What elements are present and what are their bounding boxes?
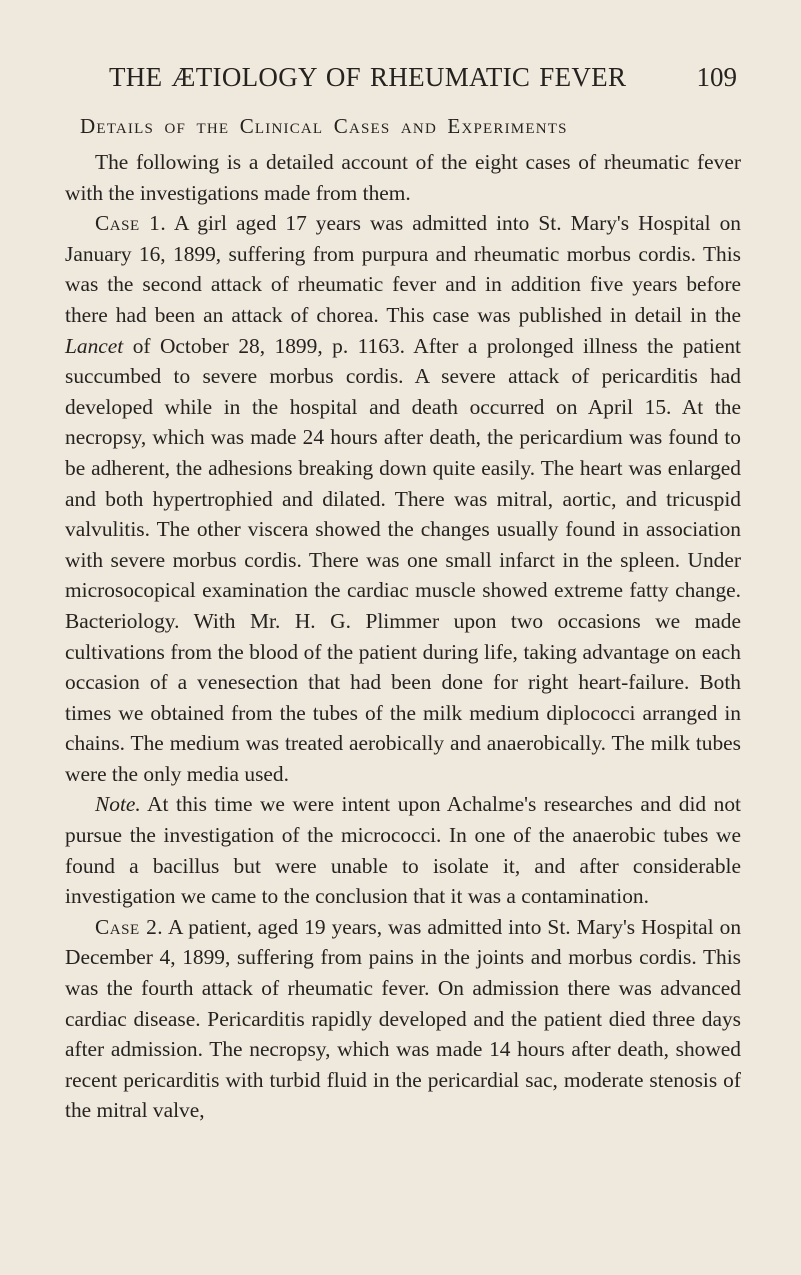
case-1-text-end: of October 28, 1899, p. 1163. After a prolonged illness the patient succumbed to severe morbus cordis. A severe attack of pericarditis had developed while in the hospital and death occurred on April 15. At the necropsy, which was made 24 hours after death, the pericardium was found to be adherent, the adhesions breaking down quite easily. The heart was enlarged and both hypertrophied and dilated. There was mitral, aortic, and tricuspid valvulitis. The other viscera showed the changes usually found in association with severe morbus cordis. There was one small infarct in the spleen. Under microsocopical examination the cardiac muscle showed extreme fatty change. Bacteriology. With Mr. H. G. Plimmer upon two occasions we made cultivations from the blood of the patient during life, taking advantage on each occasion of a venesection that had been done for right heart-failure. Both times we obtained from the tubes of the milk medium diplococci arranged in chains. The medium was treated aerobically and anaerobically. The milk tubes were the only media used. <box>65 333 741 786</box>
note-label: Note. <box>95 792 141 817</box>
case-2-paragraph <box>65 912 741 1126</box>
running-title: THE ÆTIOLOGY OF RHEUMATIC FEVER <box>109 62 627 92</box>
note-text: At this time we were intent upon Achalme's researches and did not pursue the investigation of the micrococci. In one of the anaerobic tubes we found a bacillus but were unable to isolate it, and after considerable investigation we came to the conclusion that it was a contamination. <box>65 792 741 909</box>
case-1-label: Case 1. <box>95 211 167 236</box>
intro-paragraph <box>65 147 741 208</box>
case-1-text-start: A girl aged 17 years was admitted into St. Mary's Hospital on January 16, 1899, suffering from purpura and rheumatic morbus cordis. This was the second attack of rheumatic fever and in addition five years before there had been an attack of chorea. This case was published in detail in the <box>65 211 742 327</box>
note-paragraph <box>65 789 741 911</box>
case-1-paragraph <box>65 208 741 789</box>
case-2-text: A patient, aged 19 years, was admitted into St. Mary's Hospital on December 4, 1899, suffering from pains in the joints and morbus cordis. This was the fourth attack of rheumatic fever. On admission there was advanced cardiac disease. Pericarditis rapidly developed and the patient died three days after admission. The necropsy, which was made 14 hours after death, showed recent pericarditis with turbid fluid in the pericardial sac, moderate stenosis of the mitral valve, <box>65 914 742 1123</box>
journal-title: Lancet <box>65 333 124 358</box>
case-2-label: Case 2. <box>95 914 164 939</box>
page-number: 109 <box>696 62 737 92</box>
body-text <box>65 147 741 1126</box>
intro-text: The following is a detailed account of the eight cases of rheumatic fever with the investigations made from them. <box>65 150 741 205</box>
running-head <box>65 62 741 106</box>
section-heading: Details of the Clinical Cases and Experiments <box>80 114 568 138</box>
